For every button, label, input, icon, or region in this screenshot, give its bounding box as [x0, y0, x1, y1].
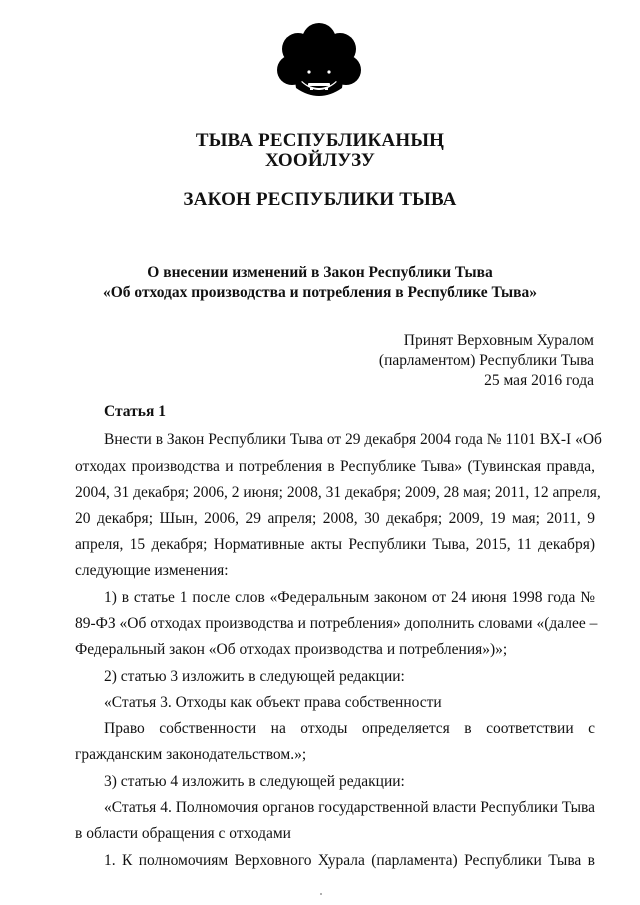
body-line: 20 декабря; Шын, 2006, 29 апреля; 2008, 30 декабря; 2009, 19 мая; 2011, 9 — [75, 510, 595, 527]
body-line: 3) статью 4 изложить в следующей редакции: — [104, 773, 405, 790]
body-line: 89-ФЗ «Об отходах производства и потребления» дополнить словами «(далее – — [75, 615, 598, 632]
law-title: ЗАКОН РЕСПУБЛИКИ ТЫВА — [183, 189, 457, 210]
header-tuvan-line1: ТЫВА РЕСПУБЛИКАНЫҢ — [195, 130, 445, 151]
subject-line2: «Об отходах производства и потребления в Республике Тыва» — [102, 284, 538, 301]
body-line: «Статья 3. Отходы как объект права собственности — [104, 694, 442, 711]
body-line: 2) статью 3 изложить в следующей редакции: — [104, 668, 405, 685]
adoption-date: 25 мая 2016 года — [484, 372, 594, 389]
coat-of-arms-emblem — [276, 22, 362, 102]
body-line: апреля, 15 декабря; Нормативные акты Республики Тыва, 2015, 11 декабря) — [75, 536, 595, 553]
body-line: Внести в Закон Республики Тыва от 29 декабря 2004 года № 1101 ВХ-I «Об — [104, 431, 602, 448]
body-line: в области обращения с отходами — [75, 825, 291, 842]
body-line: 1. К полномочиям Верховного Хурала (парламента) Республики Тыва в — [104, 852, 595, 869]
adopted-line1: Принят Верховным Хуралом — [403, 332, 594, 349]
body-line: 2004, 31 декабря; 2006, 2 июня; 2008, 31 декабря; 2009, 28 мая; 2011, 12 апреля, — [75, 484, 601, 501]
header-tuvan-line2: ХООЙЛУЗУ — [264, 150, 376, 171]
scan-dot — [320, 893, 322, 895]
body-line: Федеральный закон «Об отходах производства и потребления»)»; — [75, 641, 508, 658]
subject-line1: О внесении изменений в Закон Республики Тыва — [147, 264, 493, 281]
body-line: гражданским законодательством.»; — [75, 746, 307, 763]
body-line: «Статья 4. Полномочия органов государственной власти Республики Тыва — [104, 799, 595, 816]
body-line: отходах производства и потребления в Республике Тыва» (Тувинская правда, — [75, 458, 595, 475]
article-heading: Статья 1 — [104, 403, 166, 420]
body-line: 1) в статье 1 после слов «Федеральным законом от 24 июня 1998 года № — [104, 589, 595, 606]
body-line: следующие изменения: — [75, 562, 229, 579]
body-line: Право собственности на отходы определяется в соответствии с — [104, 720, 595, 737]
adopted-line2: (парламентом) Республики Тыва — [378, 352, 594, 369]
